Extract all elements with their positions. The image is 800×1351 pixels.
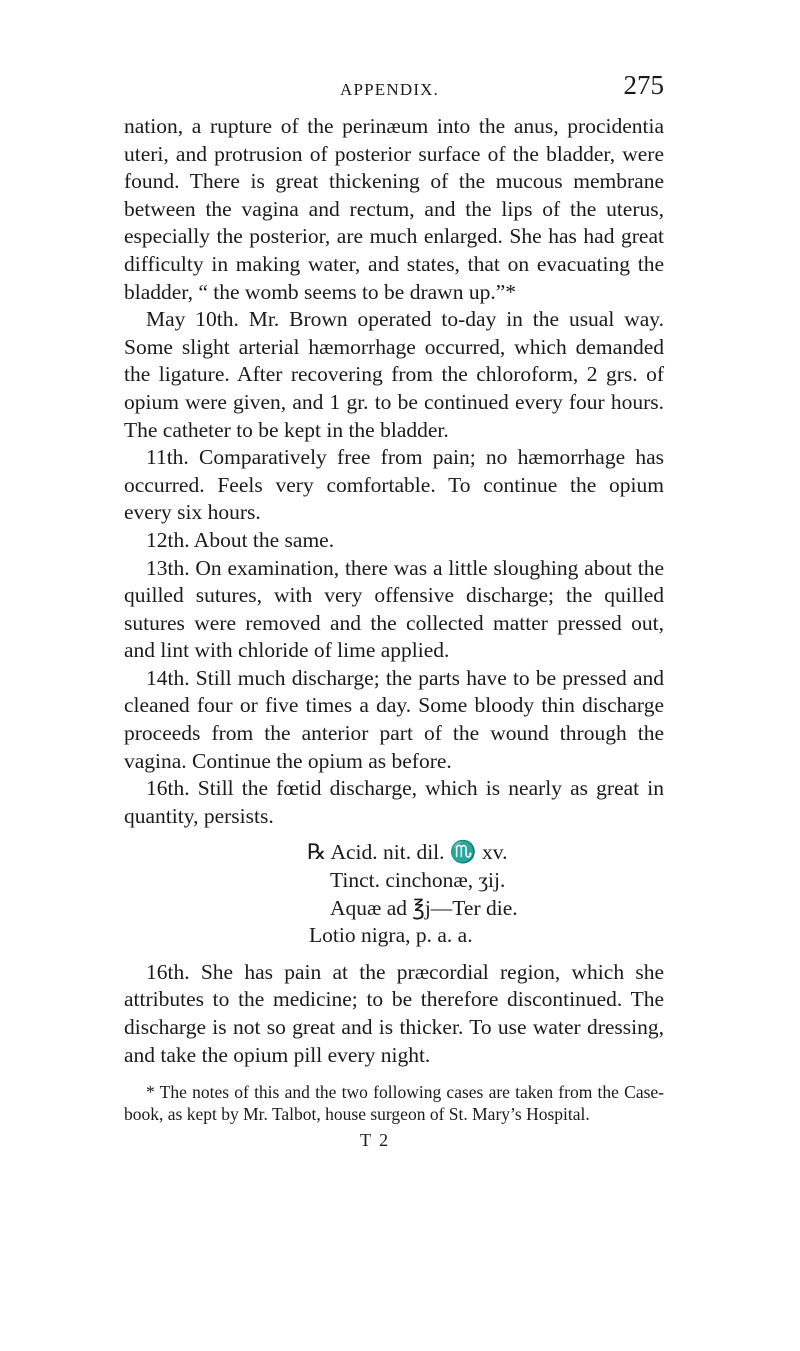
running-head: APPENDIX.: [340, 80, 440, 99]
paragraph-may-10th: May 10th. Mr. Brown operated to-day in the usual way. Some slight arterial hæmorrhage occurred, which demanded the ligature. After recovering from the chloroform, 2 grs. of opium were given, and 1 gr. to be continued every four hours. The catheter to be kept in the bladder.: [124, 307, 664, 442]
prescription-line: Tinct. cinchonæ, ʒij.: [330, 868, 506, 893]
footnote: * The notes of this and the two following cases are taken from the Case-book, as kept by Mr. Talbot, house surgeon of St. Mary’s Hospital.: [124, 1082, 664, 1125]
paragraph-14th: 14th. Still much discharge; the parts have to be pressed and cleaned four or five times a day. Some bloody thin discharge proceeds from the anterior part of the wound through the vagina. Continue the opium as before.: [124, 665, 664, 773]
paragraph-13th: 13th. On examination, there was a little sloughing about the quilled sutures, with very offensive discharge; the quilled sutures were removed and the collected matter pressed out, and lint with chloride of lime applied.: [124, 555, 664, 663]
paragraph-12th: 12th. About the same.: [146, 527, 335, 552]
paragraph-16th-discharge: 16th. Still the fœtid discharge, which is nearly as great in quantity, persists.: [124, 776, 664, 828]
body-text: [124, 113, 664, 1155]
paragraph-continuation: nation, a rupture of the perinæum into the anus, procidentia uteri, and protrusion of posterior surface of the bladder, were found. There is great thickening of the mucous membrane between the vagina and rectum, and the lips of the uterus, especially the posterior, are much enlarged. She has had great difficulty in making water, and states, that on evacuating the bladder, “ the womb seems to be drawn up.”*: [124, 114, 664, 304]
signature-mark: T 2: [360, 1130, 391, 1151]
prescription: [307, 839, 664, 949]
page-header: [124, 70, 664, 106]
paragraph-16th-pain: 16th. She has pain at the præcordial region, which she attributes to the medicine; to be therefore discontinued. The discharge is not so great and is thicker. To use water dressing, and take the opium pill every night.: [124, 959, 664, 1067]
page-number: 275: [623, 70, 664, 100]
prescription-line: ℞ Acid. nit. dil. ♏ xv.: [307, 840, 508, 865]
prescription-line: Lotio nigra, p. a. a.: [309, 923, 473, 948]
paragraph-11th: 11th. Comparatively free from pain; no hæmorrhage has occurred. Feels very comfortable. To continue the opium every six hours.: [124, 445, 664, 525]
prescription-line: Aquæ ad ℥j—Ter die.: [330, 895, 518, 920]
